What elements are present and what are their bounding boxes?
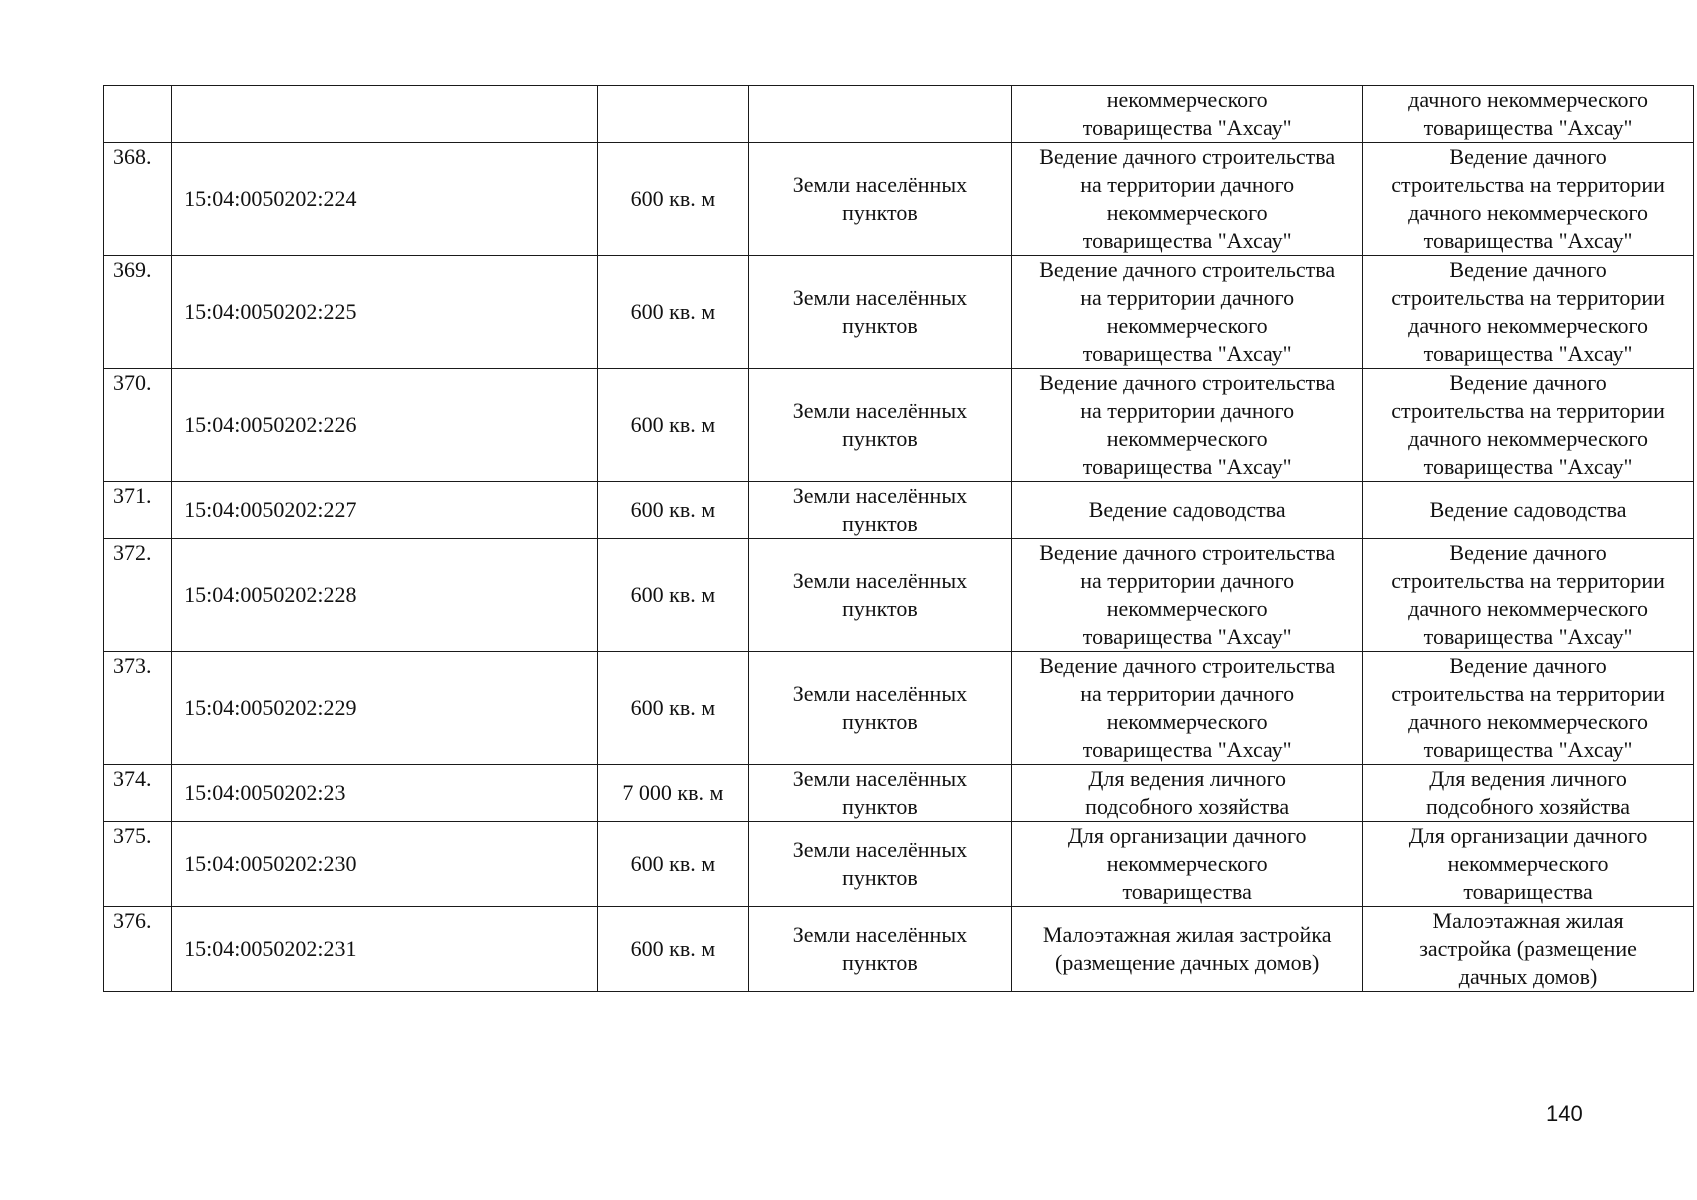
cell-use-kind: Ведение дачного строительства на территории дачного некоммерческого товарищества "Ахсау" — [1012, 539, 1363, 652]
cell-area: 7 000 кв. м — [598, 765, 748, 822]
cell-permitted-use: Для ведения личного подсобного хозяйства — [1363, 765, 1694, 822]
cell-cadastral: 15:04:0050202:225 — [172, 256, 598, 369]
land-plots-table — [103, 85, 1694, 992]
table-row — [104, 907, 1694, 992]
cell-category — [748, 86, 1012, 143]
table-row — [104, 143, 1694, 256]
cell-permitted-use: Ведение дачного строительства на территории дачного некоммерческого товарищества "Ахсау" — [1363, 539, 1694, 652]
cell-permitted-use: Ведение садоводства — [1363, 482, 1694, 539]
cell-area: 600 кв. м — [598, 482, 748, 539]
cell-permitted-use: Малоэтажная жилая застройка (размещение дачных домов) — [1363, 907, 1694, 992]
table-row — [104, 652, 1694, 765]
cell-use-kind: некоммерческого товарищества "Ахсау" — [1012, 86, 1363, 143]
cell-category: Земли населённых пунктов — [748, 907, 1012, 992]
cell-cadastral: 15:04:0050202:230 — [172, 822, 598, 907]
cell-cadastral: 15:04:0050202:229 — [172, 652, 598, 765]
cell-area — [598, 86, 748, 143]
cell-use-kind: Ведение дачного строительства на территории дачного некоммерческого товарищества "Ахсау" — [1012, 369, 1363, 482]
page-number: 140 — [1546, 1101, 1583, 1126]
cell-use-kind: Для ведения личного подсобного хозяйства — [1012, 765, 1363, 822]
cell-num: 372. — [104, 539, 172, 652]
cell-num: 371. — [104, 482, 172, 539]
cell-area: 600 кв. м — [598, 143, 748, 256]
cell-cadastral: 15:04:0050202:227 — [172, 482, 598, 539]
table-row — [104, 482, 1694, 539]
cell-use-kind: Малоэтажная жилая застройка (размещение дачных домов) — [1012, 907, 1363, 992]
cell-area: 600 кв. м — [598, 822, 748, 907]
cell-num: 376. — [104, 907, 172, 992]
cell-num: 375. — [104, 822, 172, 907]
cell-num: 368. — [104, 143, 172, 256]
cell-category: Земли населённых пунктов — [748, 765, 1012, 822]
table-row — [104, 256, 1694, 369]
table-row — [104, 765, 1694, 822]
cell-use-kind: Ведение дачного строительства на территории дачного некоммерческого товарищества "Ахсау" — [1012, 652, 1363, 765]
cell-use-kind: Ведение дачного строительства на территории дачного некоммерческого товарищества "Ахсау" — [1012, 143, 1363, 256]
cell-num: 369. — [104, 256, 172, 369]
cell-category: Земли населённых пунктов — [748, 539, 1012, 652]
cell-num: 374. — [104, 765, 172, 822]
table-body — [104, 86, 1694, 992]
cell-num: 373. — [104, 652, 172, 765]
cell-area: 600 кв. м — [598, 369, 748, 482]
cell-area: 600 кв. м — [598, 652, 748, 765]
continuation-row — [104, 86, 1694, 143]
cell-cadastral: 15:04:0050202:224 — [172, 143, 598, 256]
cell-permitted-use: Для организации дачного некоммерческого товарищества — [1363, 822, 1694, 907]
table-row — [104, 369, 1694, 482]
cell-cadastral: 15:04:0050202:231 — [172, 907, 598, 992]
cell-area: 600 кв. м — [598, 256, 748, 369]
cell-permitted-use: дачного некоммерческого товарищества "Ахсау" — [1363, 86, 1694, 143]
cell-use-kind: Ведение садоводства — [1012, 482, 1363, 539]
cell-category: Земли населённых пунктов — [748, 256, 1012, 369]
cell-num — [104, 86, 172, 143]
cell-use-kind: Ведение дачного строительства на территории дачного некоммерческого товарищества "Ахсау" — [1012, 256, 1363, 369]
cell-num: 370. — [104, 369, 172, 482]
cell-permitted-use: Ведение дачного строительства на территории дачного некоммерческого товарищества "Ахсау" — [1363, 143, 1694, 256]
cell-permitted-use: Ведение дачного строительства на территории дачного некоммерческого товарищества "Ахсау" — [1363, 256, 1694, 369]
cell-area: 600 кв. м — [598, 907, 748, 992]
cell-category: Земли населённых пунктов — [748, 652, 1012, 765]
cell-cadastral: 15:04:0050202:23 — [172, 765, 598, 822]
cell-permitted-use: Ведение дачного строительства на территории дачного некоммерческого товарищества "Ахсау" — [1363, 652, 1694, 765]
cell-category: Земли населённых пунктов — [748, 822, 1012, 907]
cell-cadastral: 15:04:0050202:228 — [172, 539, 598, 652]
cell-cadastral: 15:04:0050202:226 — [172, 369, 598, 482]
cell-permitted-use: Ведение дачного строительства на территории дачного некоммерческого товарищества "Ахсау" — [1363, 369, 1694, 482]
table-row — [104, 539, 1694, 652]
cell-category: Земли населённых пунктов — [748, 482, 1012, 539]
table-row — [104, 822, 1694, 907]
cell-use-kind: Для организации дачного некоммерческого товарищества — [1012, 822, 1363, 907]
cell-category: Земли населённых пунктов — [748, 369, 1012, 482]
cell-area: 600 кв. м — [598, 539, 748, 652]
cell-cadastral — [172, 86, 598, 143]
cell-category: Земли населённых пунктов — [748, 143, 1012, 256]
